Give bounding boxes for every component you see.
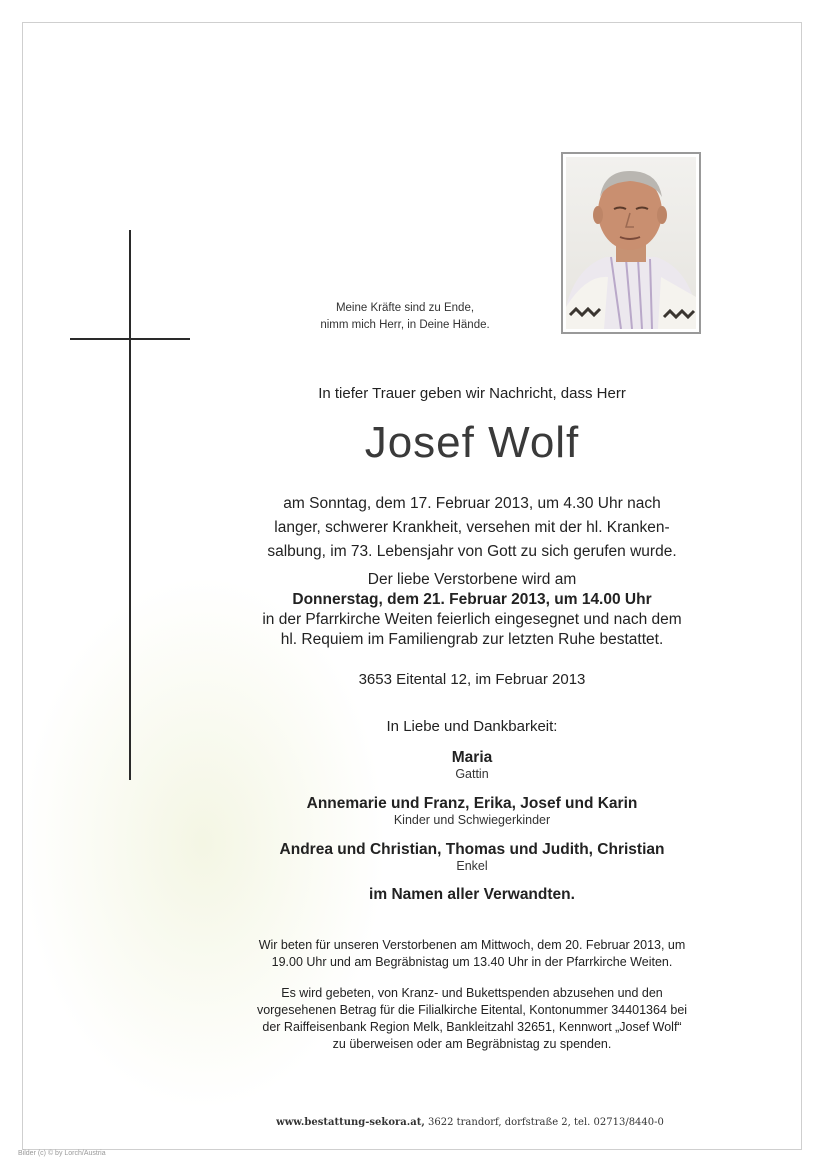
donation-text-line: der Raiffeisenbank Region Melk, Bankleitzahl 32651, Kennwort „Josef Wolf“ <box>262 1020 682 1034</box>
relatives-line: im Namen aller Verwandten. <box>369 886 575 903</box>
footer-website: www.bestattung-sekora.at, <box>276 1117 425 1128</box>
funeral-text-line: in der Pfarrkirche Weiten feierlich eingesegnet und nach dem <box>262 611 682 628</box>
mourner-entry <box>210 841 734 873</box>
prayer-text-line: 19.00 Uhr und am Begräbnistag um 13.40 Uhr in der Pfarrkirche Weiten. <box>271 955 673 969</box>
mourner-relation: Kinder und Schwiegerkinder <box>393 813 551 827</box>
footer-address: 3622 trandorf, dorfstraße 2, tel. 02713/8440-0 <box>424 1117 664 1128</box>
mourner-entry <box>210 795 734 827</box>
cross-horizontal-bar <box>70 338 190 340</box>
mourner-entry <box>210 749 734 781</box>
portrait-image <box>566 157 696 329</box>
verse <box>270 300 540 334</box>
image-credit: Bilder (c) © by Lorch/Austria <box>18 1150 106 1157</box>
death-text-line: am Sonntag, dem 17. Februar 2013, um 4.30 Uhr nach <box>283 495 661 512</box>
mourner-relation: Enkel <box>456 859 488 873</box>
mourner-name: Andrea und Christian, Thomas und Judith, Christian <box>279 841 665 858</box>
donation-text-line: zu überweisen oder am Begräbnistag zu spenden. <box>332 1037 612 1051</box>
donation-text-line: Es wird gebeten, von Kranz- und Bukettspenden abzusehen und den <box>281 986 663 1000</box>
prayer-text <box>210 937 734 971</box>
footer <box>200 1117 740 1128</box>
funeral-text <box>210 570 734 650</box>
portrait-photo <box>561 152 701 334</box>
death-text-line: salbung, im 73. Lebensjahr von Gott zu sich gerufen wurde. <box>267 543 677 560</box>
death-text-line: langer, schwerer Krankheit, versehen mit der hl. Kranken- <box>274 519 670 536</box>
mourner-name: Maria <box>451 749 493 766</box>
love-line: In Liebe und Dankbarkeit: <box>386 718 558 735</box>
verse-line: Meine Kräfte sind zu Ende, <box>335 302 475 314</box>
funeral-date: Donnerstag, dem 21. Februar 2013, um 14.00 Uhr <box>292 591 652 608</box>
funeral-text-line: hl. Requiem im Familiengrab zur letzten Ruhe bestattet. <box>280 631 664 648</box>
mourner-name: Annemarie und Franz, Erika, Josef und Karin <box>306 795 638 812</box>
verse-line: nimm mich Herr, in Deine Hände. <box>320 319 490 331</box>
mourner-relation: Gattin <box>455 767 489 781</box>
donation-text <box>210 985 734 1053</box>
place-date: 3653 Eitental 12, im Februar 2013 <box>358 671 586 688</box>
funeral-text-line: Der liebe Verstorbene wird am <box>367 571 577 588</box>
donation-text-line: vorgesehenen Betrag für die Filialkirche Eitental, Kontonummer 34401364 bei <box>256 1003 688 1017</box>
death-text <box>210 492 734 564</box>
prayer-text-line: Wir beten für unseren Verstorbenen am Mittwoch, dem 20. Februar 2013, um <box>258 938 686 952</box>
cross-vertical-bar <box>129 230 131 780</box>
announcement: In tiefer Trauer geben wir Nachricht, dass Herr <box>318 385 626 402</box>
deceased-name: Josef Wolf <box>364 418 580 467</box>
